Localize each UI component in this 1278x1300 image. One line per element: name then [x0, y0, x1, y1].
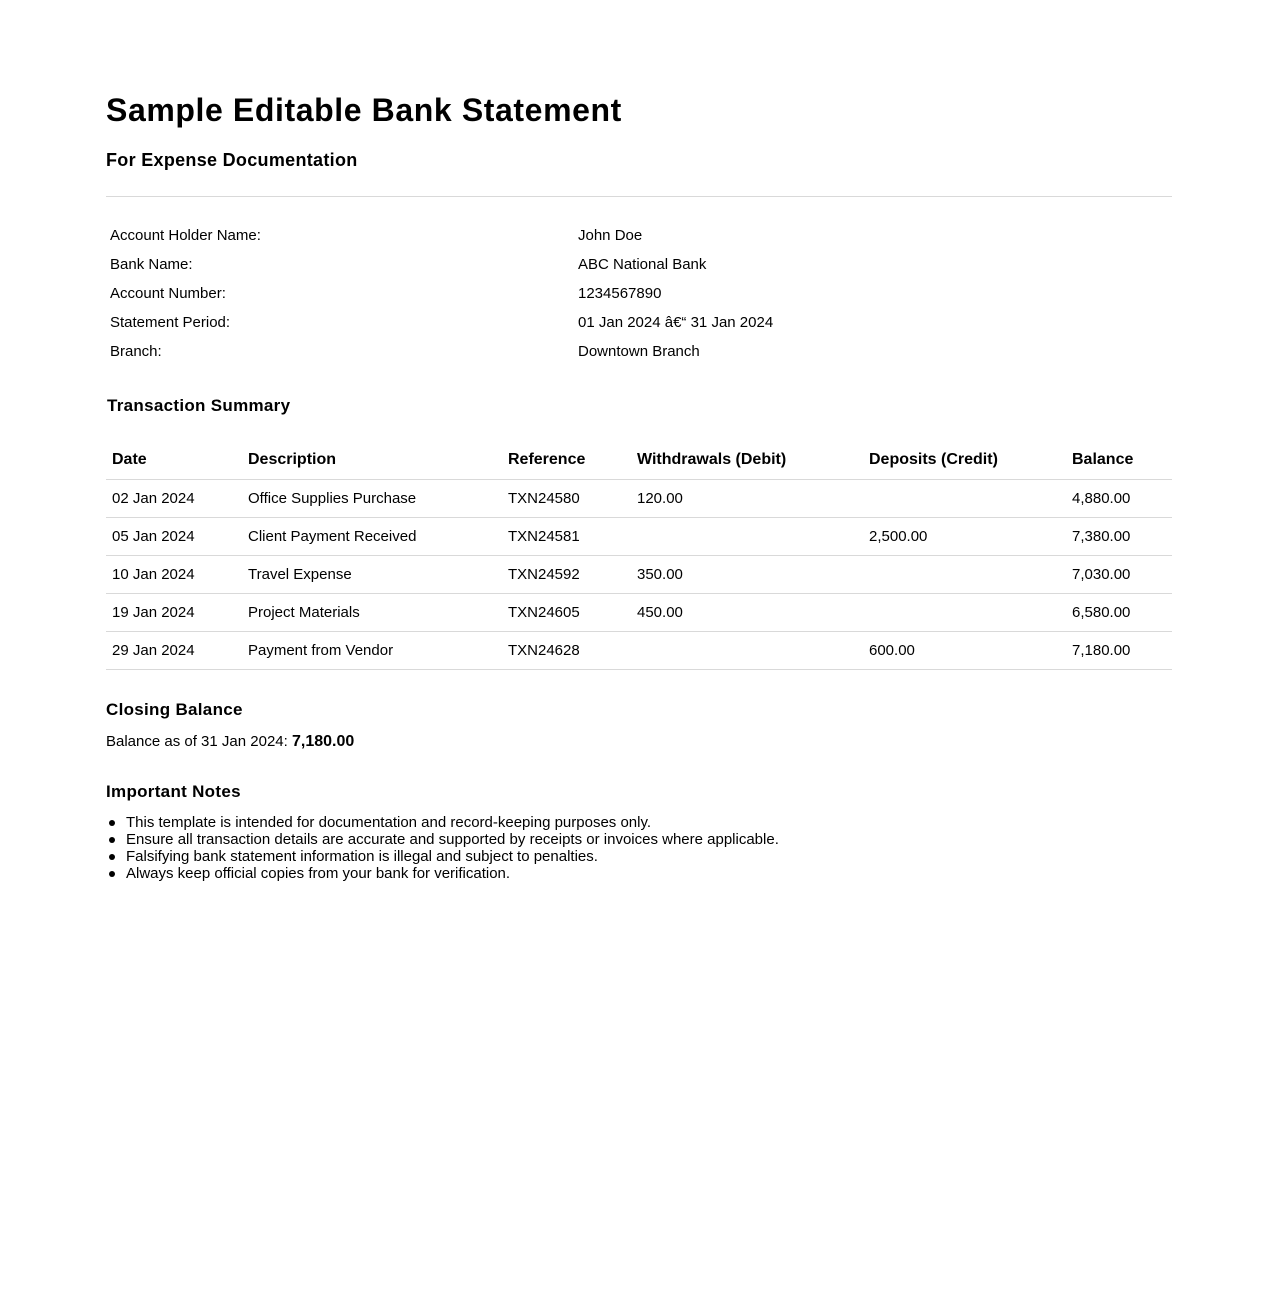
branch-value: Downtown Branch [578, 343, 700, 360]
transaction-table-header [106, 440, 1172, 480]
transaction-row [106, 556, 1172, 594]
column-header-date: Date [112, 451, 147, 468]
transaction-deposit: 600.00 [869, 642, 915, 659]
column-header-balance: Balance [1072, 451, 1134, 468]
transaction-reference: TXN24628 [508, 642, 580, 659]
transaction-reference: TXN24580 [508, 490, 580, 507]
transaction-description: Office Supplies Purchase [248, 490, 417, 507]
column-header-reference: Reference [508, 451, 586, 468]
note-text: Falsifying bank statement information is illegal and subject to penalties. [126, 848, 598, 865]
note-item [106, 848, 779, 865]
account-number-value: 1234567890 [578, 285, 662, 302]
important-notes-title: Important Notes [106, 782, 241, 801]
important-notes-list [106, 814, 779, 882]
transaction-reference: TXN24592 [508, 566, 580, 583]
account-holder-label: Account Holder Name: [110, 227, 261, 244]
column-header-deposits: Deposits (Credit) [869, 451, 998, 468]
branch-label: Branch: [110, 343, 162, 360]
transaction-date: 19 Jan 2024 [112, 604, 195, 621]
bullet-icon [109, 837, 115, 843]
transaction-date: 29 Jan 2024 [112, 642, 195, 659]
account-number-label: Account Number: [110, 285, 226, 302]
transaction-balance: 6,580.00 [1072, 604, 1131, 621]
transaction-row [106, 518, 1172, 556]
transaction-balance: 4,880.00 [1072, 490, 1131, 507]
transaction-deposit: 2,500.00 [869, 528, 928, 545]
transaction-withdrawal: 450.00 [637, 604, 683, 621]
transaction-date: 02 Jan 2024 [112, 490, 195, 507]
account-info-table [106, 221, 1172, 366]
transaction-withdrawal: 350.00 [637, 566, 683, 583]
closing-balance-label: Balance as of 31 Jan 2024: [106, 733, 288, 750]
bullet-icon [109, 871, 115, 877]
transaction-description: Project Materials [248, 604, 360, 621]
note-item [106, 865, 779, 882]
account-holder-row [106, 221, 1172, 250]
closing-balance-title: Closing Balance [106, 700, 243, 719]
transaction-balance: 7,380.00 [1072, 528, 1131, 545]
statement-period-row [106, 308, 1172, 337]
note-text: Ensure all transaction details are accurate and supported by receipts or invoices where applicable. [126, 831, 779, 848]
bullet-icon [109, 854, 115, 860]
transaction-description: Client Payment Received [248, 528, 417, 545]
transaction-summary-title: Transaction Summary [107, 396, 291, 415]
transaction-balance: 7,030.00 [1072, 566, 1131, 583]
note-item [106, 814, 779, 831]
bullet-icon [109, 820, 115, 826]
transaction-reference: TXN24581 [508, 528, 580, 545]
statement-period-label: Statement Period: [110, 314, 231, 331]
note-text: This template is intended for documentation and record-keeping purposes only. [126, 814, 652, 831]
transaction-description: Payment from Vendor [248, 642, 394, 659]
bank-name-value: ABC National Bank [578, 256, 707, 273]
transaction-table [106, 440, 1172, 670]
transaction-date: 10 Jan 2024 [112, 566, 195, 583]
note-text: Always keep official copies from your bank for verification. [126, 865, 511, 882]
header-divider [106, 196, 1172, 197]
bank-name-row [106, 250, 1172, 279]
page-subtitle: For Expense Documentation [106, 150, 358, 170]
closing-balance-amount: 7,180.00 [291, 733, 355, 750]
transaction-description: Travel Expense [248, 566, 352, 583]
column-header-withdrawals: Withdrawals (Debit) [637, 451, 787, 468]
account-number-row [106, 279, 1172, 308]
bank-name-label: Bank Name: [110, 256, 193, 273]
closing-balance-line [106, 731, 354, 753]
transaction-row [106, 480, 1172, 518]
transaction-row [106, 632, 1172, 670]
transaction-row [106, 594, 1172, 632]
column-header-description: Description [248, 451, 337, 468]
note-item [106, 831, 779, 848]
account-holder-value: John Doe [578, 227, 643, 244]
transaction-date: 05 Jan 2024 [112, 528, 195, 545]
transaction-balance: 7,180.00 [1072, 642, 1131, 659]
transaction-reference: TXN24605 [508, 604, 580, 621]
page-title: Sample Editable Bank Statement [106, 92, 622, 128]
branch-row [106, 337, 1172, 366]
transaction-withdrawal: 120.00 [637, 490, 683, 507]
statement-period-value: 01 Jan 2024 â€“ 31 Jan 2024 [578, 314, 774, 331]
